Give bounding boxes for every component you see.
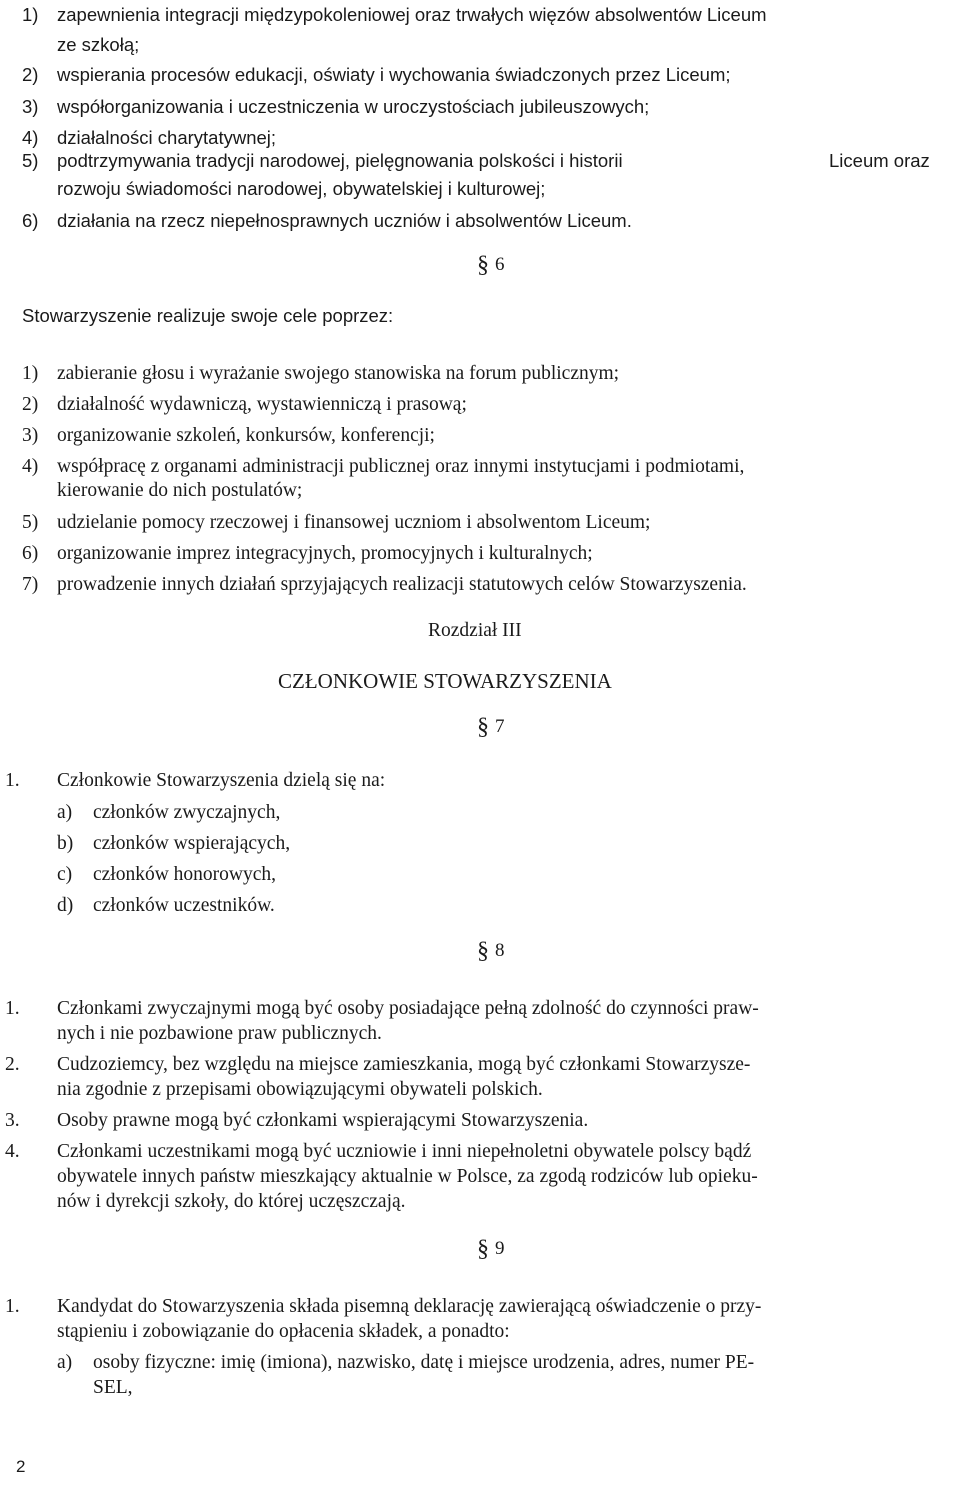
section-sign: § xyxy=(477,252,489,278)
list-item-number: 4) xyxy=(22,127,39,148)
list-item-text: działalność wydawniczą, wystawienniczą i prasową; xyxy=(57,394,467,415)
list-item-text: działania na rzecz niepełnosprawnych uczniów i absolwentów Liceum. xyxy=(57,210,632,231)
list-item-text: Członkami uczestnikami mogą być uczniowie i inni niepełnoletni obywatele polscy bądź xyxy=(57,1141,752,1162)
list-item-text: osoby fizyczne: imię (imiona), nazwisko, datę i miejsce urodzenia, adres, numer PE- xyxy=(93,1352,755,1373)
list-item-text: rozwoju świadomości narodowej, obywatelskiej i kulturowej; xyxy=(57,178,546,199)
list-item-text: członków honorowych, xyxy=(93,864,277,885)
list-item-number: 7) xyxy=(22,574,39,595)
list-item-number: b) xyxy=(57,833,74,854)
list-item-number: 1. xyxy=(5,1296,20,1317)
list-item-text: Członkowie Stowarzyszenia dzielą się na: xyxy=(57,770,386,791)
list-item-number: 2) xyxy=(22,64,39,85)
section-number: 6 xyxy=(495,254,505,275)
list-item-number: 3. xyxy=(5,1110,20,1131)
list-item-text: Osoby prawne mogą być członkami wspierającymi Stowarzyszenia. xyxy=(57,1110,589,1131)
list-item-number: 2) xyxy=(22,394,39,415)
list-item-number: 4) xyxy=(22,456,39,477)
list-item-text: kierowanie do nich postulatów; xyxy=(57,480,303,501)
list-item-number: 2. xyxy=(5,1054,20,1075)
list-item-text: nów i dyrekcji szkoły, do której uczęszczają. xyxy=(57,1191,406,1212)
section-number: 9 xyxy=(495,1238,505,1259)
section-sign: § xyxy=(477,938,489,964)
list-item-text: wspierania procesów edukacji, oświaty i wychowania świadczonych przez Liceum; xyxy=(57,64,731,85)
list-item-number: a) xyxy=(57,1352,73,1373)
chapter-title: CZŁONKOWIE STOWARZYSZENIA xyxy=(278,669,612,693)
list-item-number: 1) xyxy=(22,363,39,384)
list-item-text: członków wspierających, xyxy=(93,833,291,854)
list-item-text: organizowanie imprez integracyjnych, promocyjnych i kulturalnych; xyxy=(57,543,593,564)
list-item-text: nych i nie pozbawione praw publicznych. xyxy=(57,1023,382,1044)
list-item-text: członków uczestników. xyxy=(93,895,275,916)
list-item-number: 6) xyxy=(22,210,39,231)
list-item-number: 3) xyxy=(22,96,39,117)
list-item-number: 3) xyxy=(22,425,39,446)
chapter-label: Rozdział III xyxy=(428,620,522,641)
list-item-text: udzielanie pomocy rzeczowej i finansowej uczniom i absolwentom Liceum; xyxy=(57,512,651,533)
list-item-number: 4. xyxy=(5,1141,20,1162)
list-item-text: Kandydat do Stowarzyszenia składa pisemną deklarację zawierającą oświadczenie o przy- xyxy=(57,1296,762,1317)
list-item-number: 1. xyxy=(5,998,20,1019)
intro-text: Stowarzyszenie realizuje swoje cele poprzez: xyxy=(22,305,394,326)
list-item-number: c) xyxy=(57,864,73,885)
list-item-text-right: Liceum oraz xyxy=(829,150,930,171)
section-sign: § xyxy=(477,714,489,740)
section-sign: § xyxy=(477,1236,489,1262)
section-heading xyxy=(477,938,505,965)
list-item-text: podtrzymywania tradycji narodowej, pielęgnowania polskości i historii xyxy=(57,150,623,171)
list-item-text: organizowanie szkoleń, konkursów, konferencji; xyxy=(57,425,435,446)
list-item-text: stąpieniu i zobowiązanie do opłacenia składek, a ponadto: xyxy=(57,1321,510,1342)
section-heading xyxy=(477,252,505,279)
list-item-number: 5) xyxy=(22,150,39,171)
list-item-number: 5) xyxy=(22,512,39,533)
list-item-text: Cudzoziemcy, bez względu na miejsce zamieszkania, mogą być członkami Stowarzysze- xyxy=(57,1054,751,1075)
list-item-number: 1) xyxy=(22,4,39,25)
section-number: 7 xyxy=(495,716,505,737)
section-number: 8 xyxy=(495,940,505,961)
list-item-number: a) xyxy=(57,802,73,823)
list-item-text: prowadzenie innych działań sprzyjających realizacji statutowych celów Stowarzyszenia. xyxy=(57,574,747,595)
list-item-text: nia zgodnie z przepisami obowiązującymi obywateli polskich. xyxy=(57,1079,543,1100)
list-item-text: członków zwyczajnych, xyxy=(93,802,281,823)
list-item-text: współpracę z organami administracji publicznej oraz innymi instytucjami i podmiotami, xyxy=(57,456,745,477)
section-heading xyxy=(477,1236,505,1263)
list-item-text: SEL, xyxy=(93,1377,133,1398)
list-item-text: współorganizowania i uczestniczenia w uroczystościach jubileuszowych; xyxy=(57,96,650,117)
list-item-text: zabieranie głosu i wyrażanie swojego stanowiska na forum publicznym; xyxy=(57,363,620,384)
list-item-number: 6) xyxy=(22,543,39,564)
page-number: 2 xyxy=(16,1457,26,1476)
list-item-text: obywatele innych państw mieszkający aktualnie w Polsce, za zgodą rodziców lub opieku- xyxy=(57,1166,758,1187)
list-item-number: d) xyxy=(57,895,74,916)
list-item-number: 1. xyxy=(5,770,20,791)
list-item-text: Członkami zwyczajnymi mogą być osoby posiadające pełną zdolność do czynności praw- xyxy=(57,998,759,1019)
list-item-text: zapewnienia integracji międzypokoleniowej oraz trwałych więzów absolwentów Liceum xyxy=(57,4,767,25)
list-item-text: ze szkołą; xyxy=(57,34,140,55)
section-heading xyxy=(477,714,505,741)
list-item-text: działalności charytatywnej; xyxy=(57,127,277,148)
